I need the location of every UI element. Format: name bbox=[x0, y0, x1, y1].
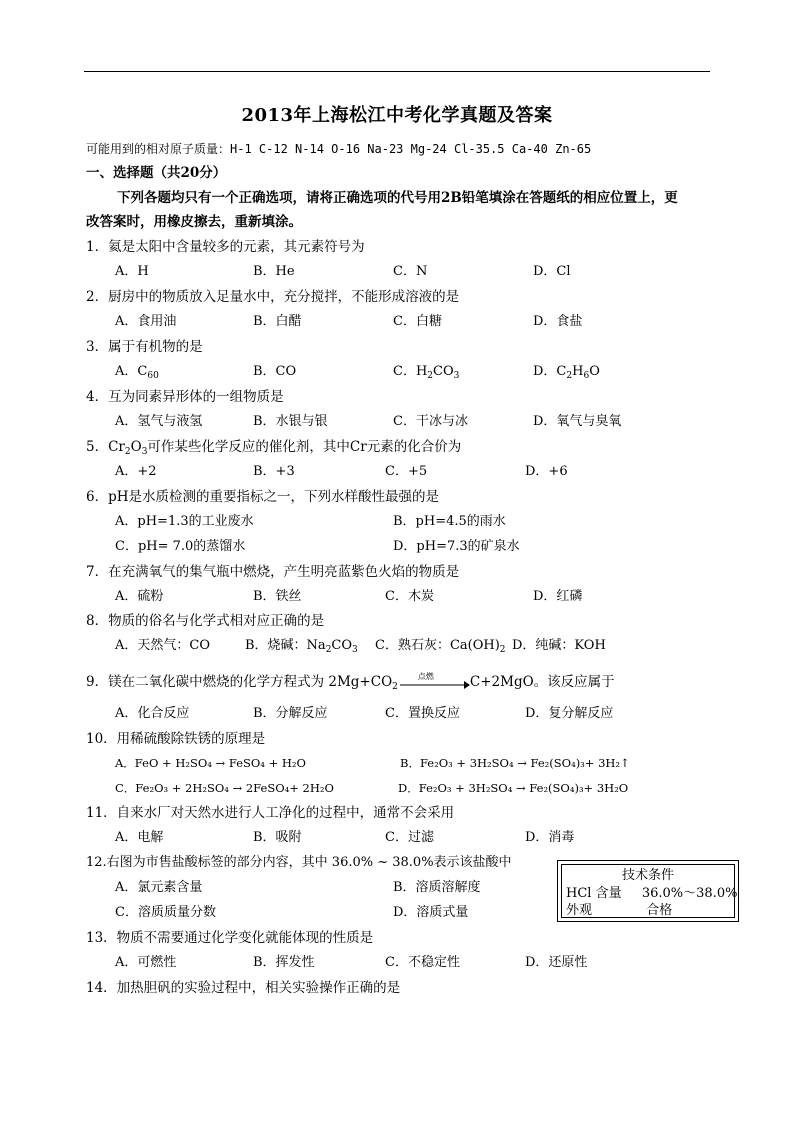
question-8-stem: 8．物质的俗名与化学式相对应正确的是 bbox=[86, 613, 325, 629]
question-5-option-c: C．+5 bbox=[385, 464, 428, 479]
question-5-option-a: A．+2 bbox=[115, 464, 157, 479]
question-10-option-c: C．Fe₂O₃ + 2H₂SO₄ → 2FeSO₄+ 2H₂O bbox=[115, 781, 334, 795]
question-13-option-d: D．还原性 bbox=[525, 955, 588, 970]
question-3-option-c: C．$H_2CO_3$ bbox=[393, 364, 460, 381]
question-11-option-a: A．电解 bbox=[115, 830, 164, 845]
question-8-option-b: B．烧碱：$Na_2CO_3$ bbox=[245, 638, 358, 655]
question-5-option-d: D．+6 bbox=[525, 464, 568, 479]
question-12-option-c: C．溶质质量分数 bbox=[115, 905, 216, 920]
arrow-icon bbox=[398, 679, 470, 691]
question-8-option-d: D．纯碱：KOH bbox=[512, 638, 606, 653]
hcl-label-box bbox=[557, 860, 739, 922]
hcl-label-title: 技术条件 bbox=[621, 868, 674, 883]
question-6-option-c: C．pH= 7.0的蒸馏水 bbox=[115, 539, 246, 554]
reaction-arrow bbox=[398, 671, 470, 689]
hcl-label-content-name: HCl 含量 bbox=[566, 886, 622, 901]
question-3-option-d: D．$C_2H_6O$ bbox=[533, 364, 600, 381]
question-13-option-c: C．不稳定性 bbox=[385, 955, 460, 970]
question-6-option-b: B．pH=4.5的雨水 bbox=[393, 514, 506, 529]
question-12-stem: 12.右图为市售盐酸标签的部分内容，其中 36.0% ~ 38.0%表示该盐酸中 bbox=[86, 855, 512, 870]
question-13-option-b: B．挥发性 bbox=[253, 955, 315, 970]
question-12-option-b: B．溶质溶解度 bbox=[393, 880, 481, 895]
question-4-option-b: B．水银与银 bbox=[253, 414, 328, 429]
question-13-stem: 13．物质不需要通过化学变化就能体现的性质是 bbox=[86, 930, 374, 946]
question-7-option-a: A．硫粉 bbox=[115, 589, 164, 604]
question-6-stem: 6．pH是水质检测的重要指标之一，下列水样酸性最强的是 bbox=[86, 489, 440, 505]
question-9-option-a: A．化合反应 bbox=[115, 706, 190, 721]
question-10-option-b: B．Fe₂O₃ + 3H₂SO₄ → Fe₂(SO₄)₃+ 3H₂↑ bbox=[400, 756, 630, 770]
question-14-stem: 14．加热胆矾的实验过程中，相关实验操作正确的是 bbox=[86, 980, 401, 996]
question-2-option-d: D．食盐 bbox=[533, 314, 583, 329]
question-10-option-a: A．FeO + H₂SO₄ → FeSO₄ + H₂O bbox=[115, 756, 306, 770]
question-12-option-d: D．溶质式量 bbox=[393, 905, 469, 920]
question-9-stem: 9．镁在二氧化碳中燃烧的化学方程式为 $2Mg+CO_2$ 点燃 C+2MgO。该反应属于 bbox=[86, 673, 615, 696]
question-7-stem: 7．在充满氧气的集气瓶中燃烧，产生明亮蓝紫色火焰的物质是 bbox=[86, 564, 460, 580]
question-5-stem: 5．$Cr_2O_3$可作某些化学反应的催化剂，其中Cr元素的化合价为 bbox=[86, 439, 462, 457]
question-4-stem: 4．互为同素异形体的一组物质是 bbox=[86, 389, 284, 405]
question-4-option-c: C．干冰与冰 bbox=[393, 414, 468, 429]
question-1-option-a: A．H bbox=[115, 264, 149, 279]
question-9-option-d: D．复分解反应 bbox=[525, 706, 614, 721]
section-heading: 一、选择题（共20分） bbox=[86, 165, 227, 181]
question-12-option-a: A．氯元素含量 bbox=[115, 880, 203, 895]
question-1-option-c: C．N bbox=[393, 264, 428, 279]
question-3-option-b: B．CO bbox=[253, 364, 297, 379]
question-13-option-a: A．可燃性 bbox=[115, 955, 177, 970]
question-9-option-c: C．置换反应 bbox=[385, 706, 460, 721]
page-title: 2013年上海松江中考化学真题及答案 bbox=[241, 105, 553, 126]
hcl-label-row-appearance bbox=[566, 899, 672, 918]
question-2-option-b: B．白醋 bbox=[253, 314, 302, 329]
hcl-label-appearance-value: 合格 bbox=[646, 903, 673, 918]
atomic-masses: 可能用到的相对原子质量：H-1 C-12 N-14 O-16 Na-23 Mg-24 Cl-35.5 Ca-40 Zn-65 bbox=[86, 142, 592, 156]
hcl-label-content-value: 36.0%～38.0% bbox=[641, 886, 738, 901]
question-7-option-b: B．铁丝 bbox=[253, 589, 302, 604]
question-7-option-c: C．木炭 bbox=[385, 589, 434, 604]
reaction-condition: 点燃 bbox=[417, 671, 434, 681]
question-4-option-a: A．氢气与液氢 bbox=[115, 414, 203, 429]
question-6-option-a: A．pH=1.3的工业废水 bbox=[115, 514, 254, 529]
question-8-option-a: A．天然气：CO bbox=[115, 638, 210, 653]
hcl-label-appearance-name: 外观 bbox=[566, 903, 593, 918]
question-1-option-b: B．He bbox=[253, 264, 295, 279]
question-8-option-c: C．熟石灰：$Ca(OH)_2$ bbox=[375, 638, 506, 655]
question-9-option-b: B．分解反应 bbox=[253, 706, 328, 721]
question-1-stem: 1．氦是太阳中含量较多的元素，其元素符号为 bbox=[86, 239, 365, 255]
question-4-option-d: D．氧气与臭氧 bbox=[533, 414, 622, 429]
question-5-option-b: B．+3 bbox=[253, 464, 295, 479]
question-2-option-c: C．白糖 bbox=[393, 314, 442, 329]
question-10-stem: 10．用稀硫酸除铁锈的原理是 bbox=[86, 731, 266, 747]
question-2-option-a: A．食用油 bbox=[115, 314, 177, 329]
question-10-option-d: D．Fe₂O₃ + 3H₂SO₄ → Fe₂(SO₄)₃+ 3H₂O bbox=[398, 781, 629, 795]
question-11-option-c: C．过滤 bbox=[385, 830, 434, 845]
top-rule bbox=[84, 71, 710, 72]
question-11-option-b: B．吸附 bbox=[253, 830, 302, 845]
question-3-stem: 3．属于有机物的是 bbox=[86, 339, 203, 355]
instructions-line-1: 下列各题均只有一个正确选项，请将正确选项的代号用2B铅笔填涂在答题纸的相应位置上，更 bbox=[117, 190, 678, 206]
question-11-option-d: D．消毒 bbox=[525, 830, 575, 845]
question-6-option-d: D．pH=7.3的矿泉水 bbox=[393, 539, 520, 554]
question-2-stem: 2．厨房中的物质放入足量水中，充分搅拌，不能形成溶液的是 bbox=[86, 289, 460, 305]
question-1-option-d: D．Cl bbox=[533, 264, 571, 279]
instructions-line-2: 改答案时，用橡皮擦去，重新填涂。 bbox=[86, 214, 302, 230]
question-7-option-d: D．红磷 bbox=[533, 589, 583, 604]
question-11-stem: 11．自来水厂对天然水进行人工净化的过程中，通常不会采用 bbox=[86, 805, 455, 821]
question-3-option-a: A．$C_{60}$ bbox=[115, 364, 159, 381]
